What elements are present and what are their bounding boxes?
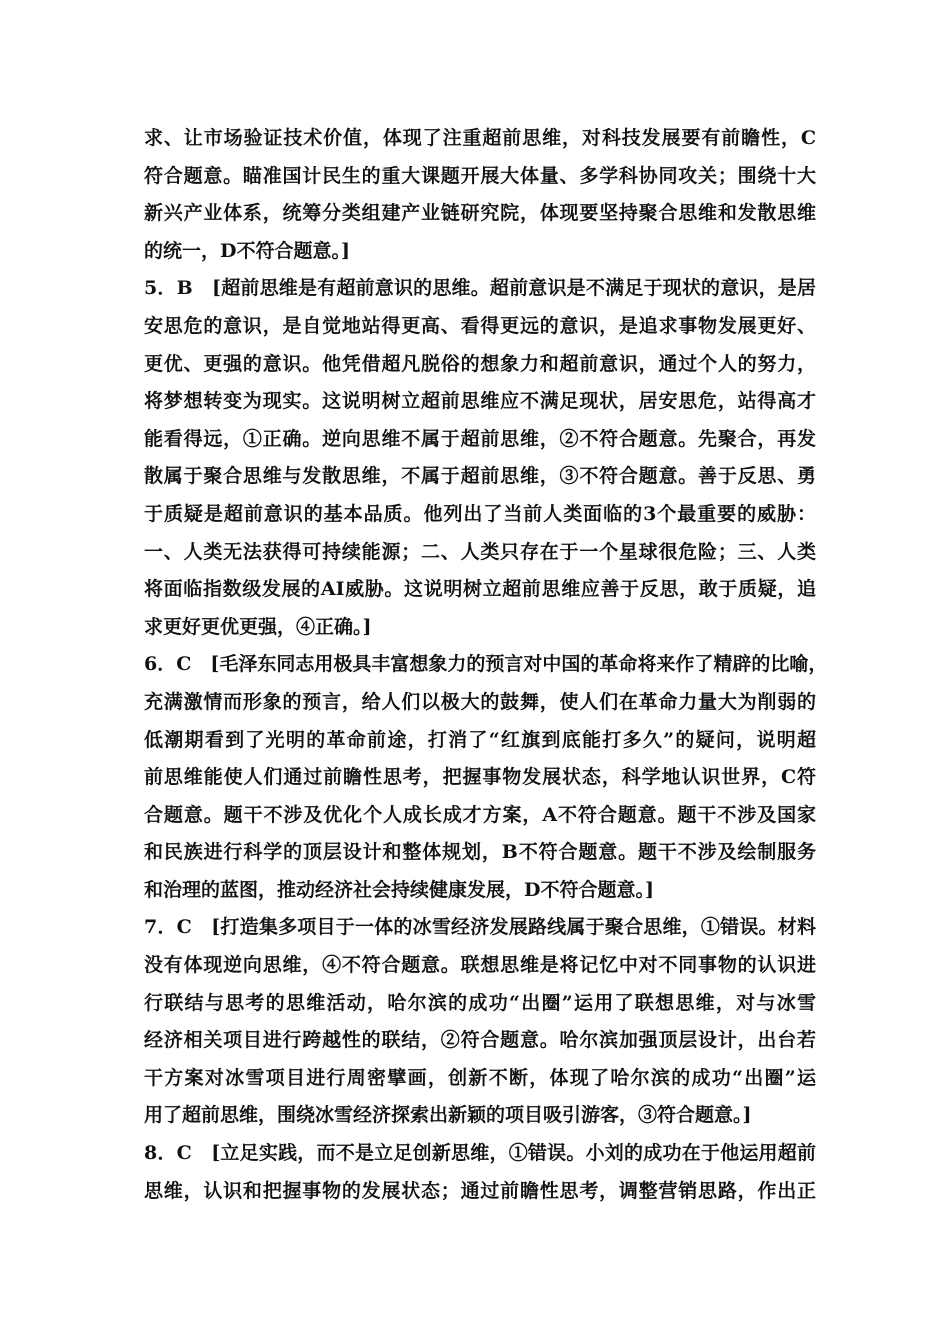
text-line: 充满激情而形象的预言，给人们以极大的鼓舞，使人们在革命力量大为削弱的 [144,690,816,713]
text-line: 经济相关项目进行跨越性的联结，②符合题意。哈尔滨加强顶层设计，出台若 [144,1029,816,1052]
text-line: 更优、更强的意识。他凭借超凡脱俗的想象力和超前意识，通过个人的努力， [144,352,816,375]
answer-5-line: 5．B [超前思维是有超前意识的思维。超前意识是不满足于现状的意识，是居 [144,277,816,300]
text-line: 没有体现逆向思维，④不符合题意。联想思维是将记忆中对不同事物的认识进 [144,954,816,977]
answer-explanation-text [144,120,828,1210]
text-line: 符合题意。瞄准国计民生的重大课题开展大体量、多学科协同攻关；围绕十大 [144,164,816,187]
text-line: 新兴产业体系，统筹分类组建产业链研究院，体现要坚持聚合思维和发散思维 [144,202,816,225]
text-line: 和民族进行科学的顶层设计和整体规划，B不符合题意。题干不涉及绘制服务 [144,841,816,864]
text-line: 将面临指数级发展的AI威胁。这说明树立超前思维应善于反思，敢于质疑，追 [144,578,816,601]
text-line: 一、人类无法获得可持续能源；二、人类只存在于一个星球很危险；三、人类 [144,540,816,563]
text-line: 前思维能使人们通过前瞻性思考，把握事物发展状态，科学地认识世界，C符 [144,766,816,789]
text-line: 干方案对冰雪项目进行周密擘画，创新不断，体现了哈尔滨的成功“出圈”运 [144,1066,816,1089]
text-line: 安思危的意识，是自觉地站得更高、看得更远的意识，是追求事物发展更好、 [144,314,816,337]
text-line: 于质疑是超前意识的基本品质。他列出了当前人类面临的3个最重要的威胁： [144,502,816,525]
answer-7-line: 7．C [打造集多项目于一体的冰雪经济发展路线属于聚合思维，①错误。材料 [144,916,816,939]
text-line: 行联结与思考的思维活动，哈尔滨的成功“出圈”运用了联想思维，对与冰雪 [144,991,816,1014]
text-line: 能看得远，①正确。逆向思维不属于超前思维，②不符合题意。先聚合，再发 [144,427,816,450]
text-line: 用了超前思维，围绕冰雪经济探索出新颖的项目吸引游客，③符合题意。] [144,1104,752,1127]
text-line: 和治理的蓝图，推动经济社会持续健康发展，D不符合题意。] [144,878,654,901]
text-line: 散属于聚合思维与发散思维，不属于超前思维，③不符合题意。善于反思、勇 [144,465,816,488]
text-line: 求、让市场验证技术价值，体现了注重超前思维，对科技发展要有前瞻性，C [144,127,816,149]
text-line: 求更好更优更强，④正确。] [144,615,372,638]
text-line: 合题意。题干不涉及优化个人成长成才方案，A不符合题意。题干不涉及国家 [144,803,816,826]
text-line: 低潮期看到了光明的革命前途，打消了“红旗到底能打多久”的疑问，说明超 [144,728,816,751]
answer-6-line: 6．C [毛泽东同志用极具丰富想象力的预言对中国的革命将来作了精辟的比喻， [144,653,828,676]
text-line: 将梦想转变为现实。这说明树立超前思维应不满足现状，居安思危，站得高才 [144,390,816,413]
text-line: 思维，认识和把握事物的发展状态；通过前瞻性思考，调整营销思路，作出正 [144,1179,816,1202]
text-line: 的统一，D不符合题意。] [144,239,350,262]
answer-8-line: 8．C [立足实践，而不是立足创新思维，①错误。小刘的成功在于他运用超前 [144,1142,816,1165]
